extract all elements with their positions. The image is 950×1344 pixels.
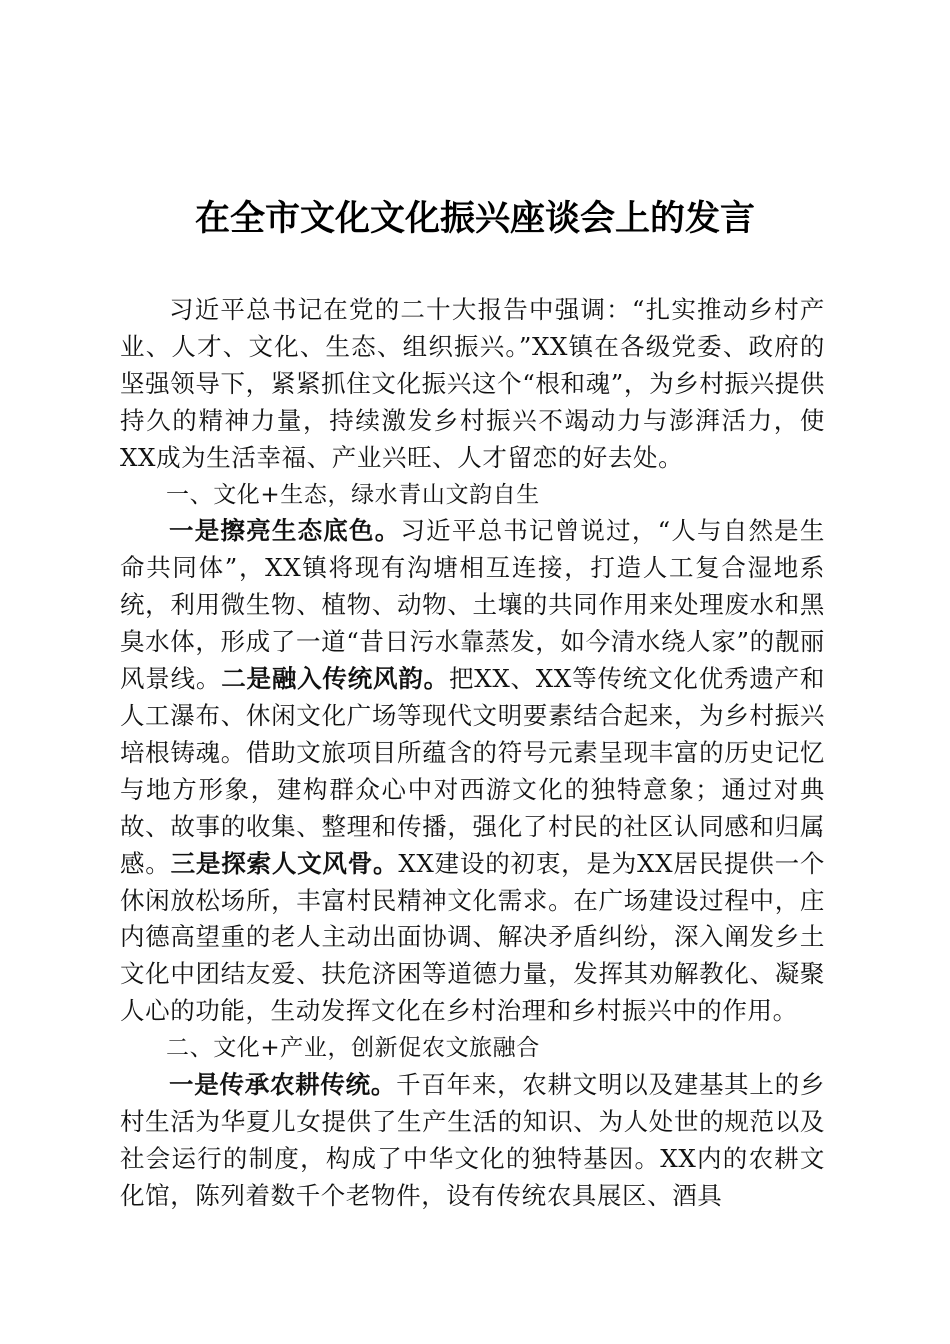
section-1-lead-2: 二是融入传统风韵。 — [221, 664, 449, 694]
document-body — [120, 292, 825, 1215]
section-1-lead-1: 一是擦亮生态底色。 — [169, 516, 401, 546]
section-1-heading: 一、文化+生态，绿水青山文韵自生 — [166, 481, 540, 508]
intro-paragraph: 习近平总书记在党的二十大报告中强调：“扎实推动乡村产业、人才、文化、生态、组织振兴。”XX镇在各级党委、政府的坚强领导下，紧紧抓住文化振兴这个“根和魂”，为乡村振兴提供持久的精神力量，持续激发乡村振兴不竭动力与澎湃活力，使XX成为生活幸福、产业兴旺、人才留恋的好去处。 — [120, 295, 825, 472]
section-2-text-1: 千百年来，农耕文明以及建基其上的乡村生活为华夏儿女提供了生产生活的知识、为人处世的规范以及社会运行的制度，构成了中华文化的独特基因。XX内的农耕文化馆，陈列着数千个老物件，设有传统农具展区、酒具 — [120, 1070, 825, 1210]
section-2-lead-1: 一是传承农耕传统。 — [169, 1070, 397, 1100]
section-1-text-1: 习近平总书记曾说过，“人与自然是生命共同体”，XX镇将现有沟塘相互连接，打造人工复合湿地系统，利用微生物、植物、动物、土壤的共同作用来处理废水和黑臭水体，形成了一道“昔日污水靠蒸发，如今清水绕人家”的靓丽风景线。 — [120, 516, 825, 694]
section-1-text-3: XX建设的初衷，是为XX居民提供一个休闲放松场所，丰富村民精神文化需求。在广场建设过程中，庄内德高望重的老人主动出面协调、解决矛盾纠纷，深入阐发乡土文化中团结友爱、扶危济困等道德力量，发挥其劝解教化、凝聚人心的功能，生动发挥文化在乡村治理和乡村振兴中的作用。 — [120, 848, 825, 1026]
section-2-paragraph — [120, 1067, 825, 1215]
section-1-text-2: 把XX、XX等传统文化优秀遗产和人工瀑布、休闲文化广场等现代文明要素结合起来，为乡村振兴培根铸魂。借助文旅项目所蕴含的符号元素呈现丰富的历史记忆与地方形象，建构群众心中对西游文化的独特意象；通过对典故、故事的收集、整理和传播，强化了村民的社区认同感和归属感。 — [120, 664, 825, 878]
section-2-heading: 二、文化+产业，创新促农文旅融合 — [166, 1035, 540, 1062]
document-title: 在全市文化文化振兴座谈会上的发言 — [194, 198, 755, 239]
section-1-lead-3: 三是探索人文风骨。 — [170, 848, 399, 878]
section-1-paragraph — [120, 513, 825, 1030]
